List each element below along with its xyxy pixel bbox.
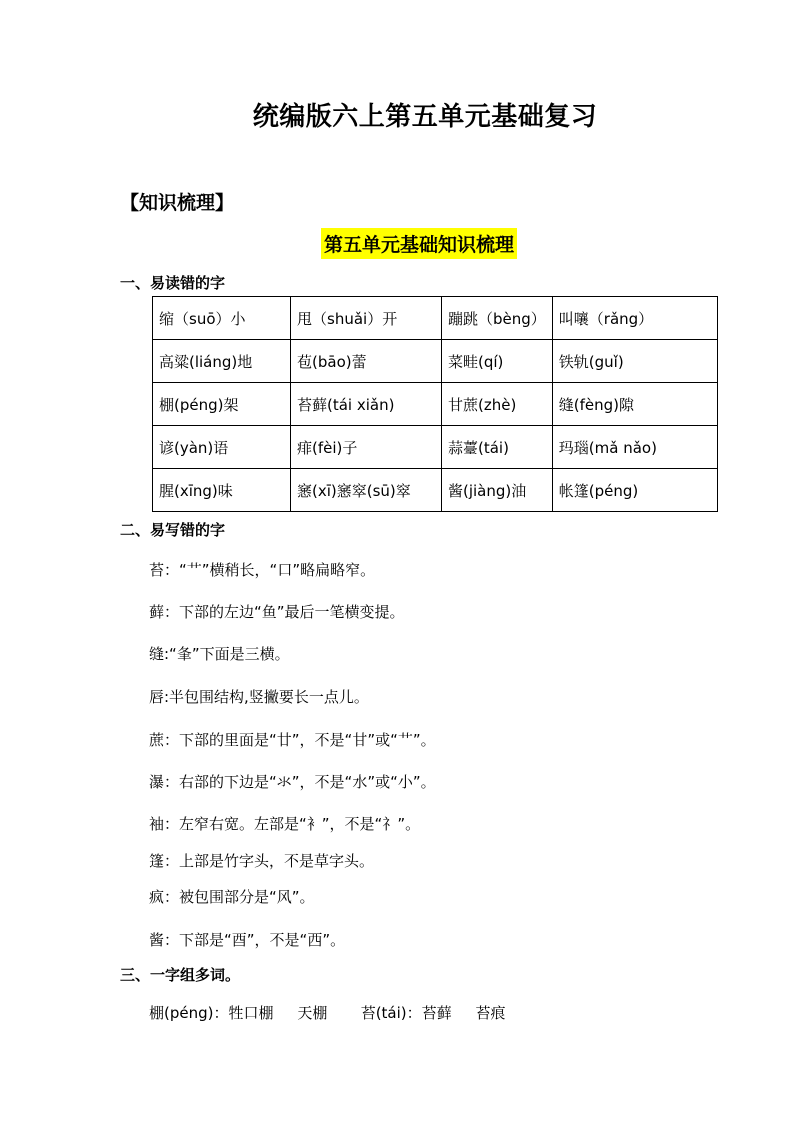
table-cell: 蒜薹(tái) — [442, 426, 553, 469]
table-cell: 甘蔗(zhè) — [442, 383, 553, 426]
writing-note: 蔗：下部的里面是“廿”，不是“甘”或“艹”。 — [149, 731, 436, 749]
writing-note: 酱：下部是“酉”，不是“西”。 — [149, 931, 346, 949]
table-cell: 腥(xīng)味 — [153, 469, 291, 512]
writing-note: 瀑：右部的下边是“氺”，不是“水”或“小”。 — [149, 773, 436, 791]
table-cell: 玛瑙(mǎ nǎo) — [552, 426, 717, 469]
word-group-line: 棚(péng)：牲口棚 天棚 苔(tái)：苔藓 苔痕 — [149, 1004, 506, 1022]
table-cell: 叫嚷（rǎng） — [552, 297, 717, 340]
page-title: 统编版六上第五单元基础复习 — [252, 102, 598, 132]
table-row — [153, 426, 718, 469]
table-cell: 痱(fèi)子 — [291, 426, 442, 469]
subtitle-wrap — [0, 228, 794, 259]
writing-note: 藓：下部的左边“鱼”最后一笔横变提。 — [149, 603, 405, 621]
table-cell: 帐篷(péng) — [552, 469, 717, 512]
table-row — [153, 469, 718, 512]
table-cell: 苞(bāo)蕾 — [291, 340, 442, 383]
writing-note: 缝:“夆”下面是三横。 — [149, 645, 290, 663]
table-cell: 缩（suō）小 — [153, 297, 291, 340]
section-heading-miswritten: 二、易写错的字 — [120, 521, 226, 539]
table-cell: 蹦跳（bèng） — [442, 297, 553, 340]
table-cell: 棚(péng)架 — [153, 383, 291, 426]
section-heading-misread: 一、易读错的字 — [120, 274, 226, 292]
writing-note: 篷：上部是竹字头，不是草字头。 — [149, 852, 375, 870]
writing-note: 袖：左窄右宽。左部是“衤”，不是“礻”。 — [149, 815, 421, 833]
table-cell: 窸(xī)窸窣(sū)窣 — [291, 469, 442, 512]
table-cell: 高粱(liáng)地 — [153, 340, 291, 383]
table-cell: 菜畦(qí) — [442, 340, 553, 383]
writing-note: 唇:半包围结构,竖撇要长一点儿。 — [149, 688, 369, 706]
table-row — [153, 383, 718, 426]
table-cell: 苔藓(tái xiǎn) — [291, 383, 442, 426]
section-heading-word-groups: 三、一字组多词。 — [120, 966, 241, 984]
table-cell: 铁轨(guǐ) — [552, 340, 717, 383]
table-cell: 谚(yàn)语 — [153, 426, 291, 469]
misread-characters-table — [152, 296, 718, 512]
unit-subtitle: 第五单元基础知识梳理 — [321, 228, 517, 259]
table-row — [153, 340, 718, 383]
knowledge-header: 【知识梳理】 — [120, 192, 235, 214]
table-cell: 酱(jiàng)油 — [442, 469, 553, 512]
table-cell: 甩（shuǎi）开 — [291, 297, 442, 340]
table-cell: 缝(fèng)隙 — [552, 383, 717, 426]
writing-note: 疯：被包围部分是“风”。 — [149, 888, 315, 906]
table-row — [153, 297, 718, 340]
writing-note: 苔：“艹”横稍长，“口”略扁略窄。 — [149, 561, 376, 579]
